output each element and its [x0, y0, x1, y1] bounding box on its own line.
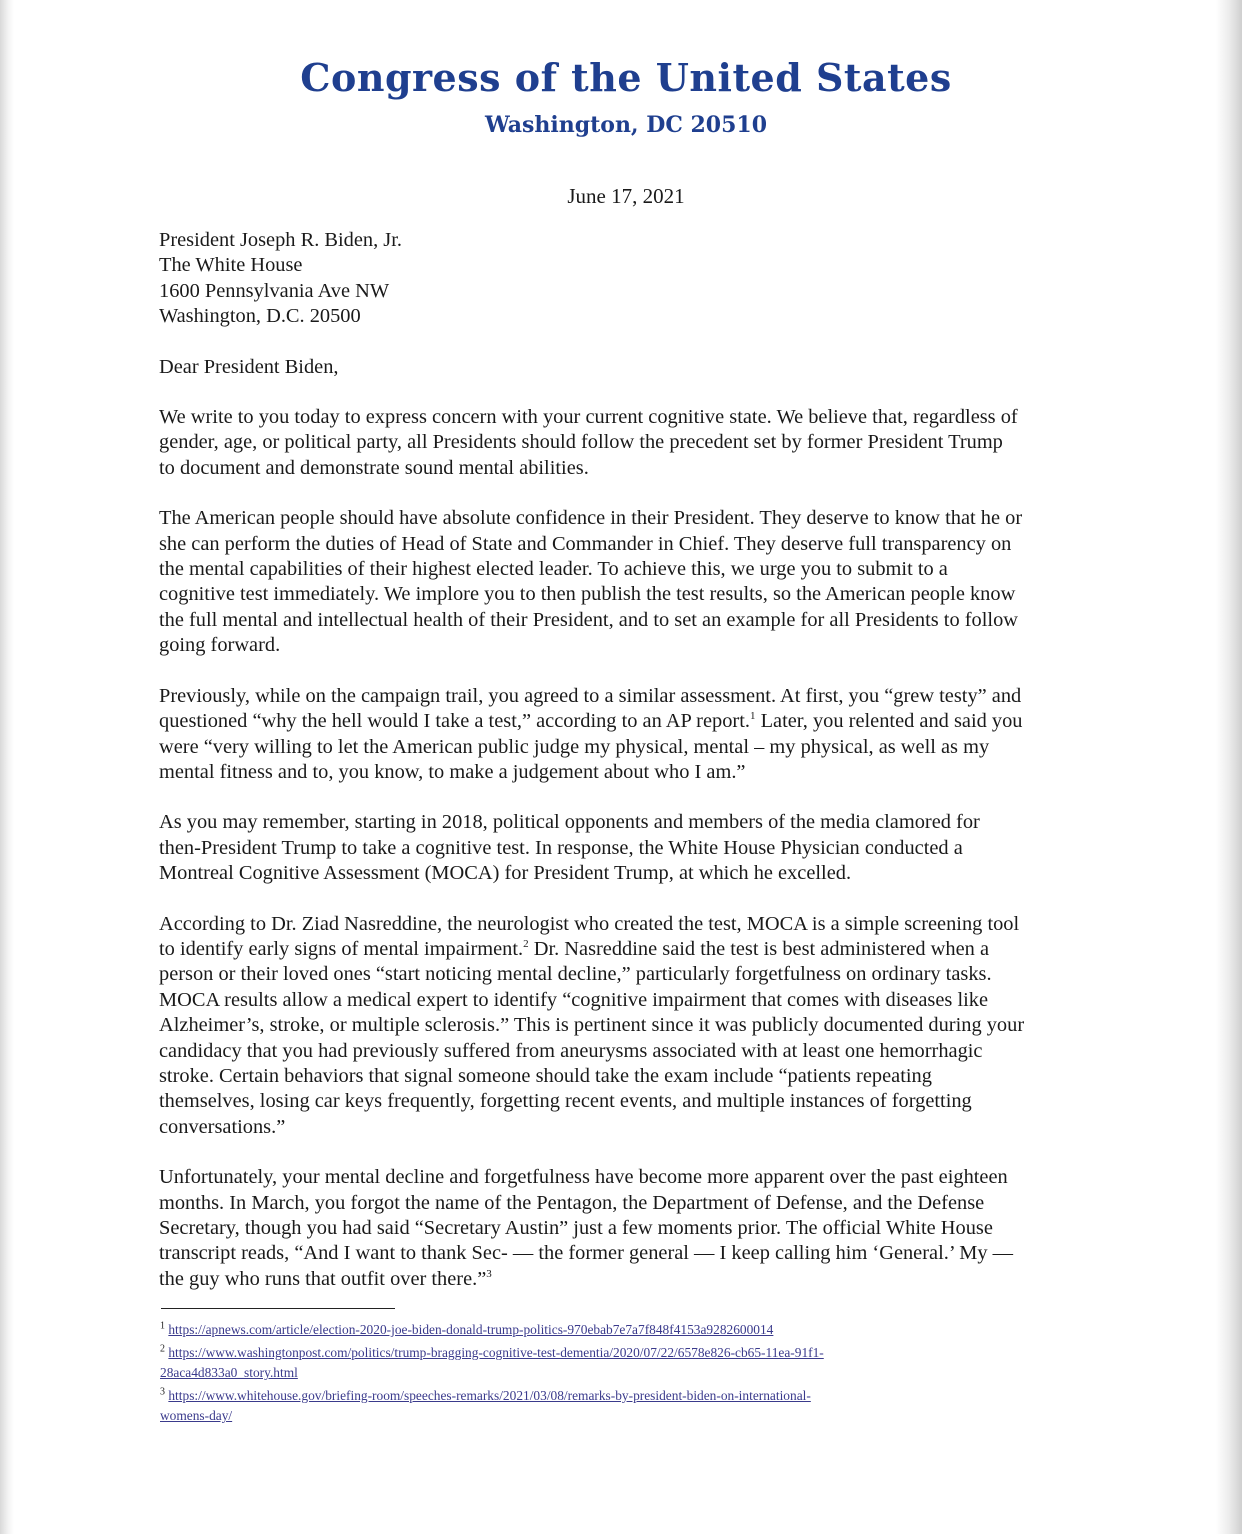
paragraph-line: person or their loved ones “start noticing mental decline,” particularly forgetfulness on ordinary tasks. [159, 963, 992, 986]
letter-date: June 17, 2021 [567, 184, 685, 208]
paragraph-4 [159, 810, 1119, 886]
address-line: 1600 Pennsylvania Ave NW [159, 279, 390, 302]
letterhead [0, 52, 1242, 140]
salutation: Dear President Biden, [159, 355, 339, 378]
footnote-2 [160, 1343, 1060, 1383]
paragraph-line: Alzheimer’s, stroke, or multiple sclerosis.” This is pertinent since it was publicly documented during your [159, 1014, 1025, 1037]
paragraph-line: stroke. Certain behaviors that signal someone should take the exam include “patients repeating [159, 1064, 932, 1087]
recipient-address [159, 228, 1119, 330]
paragraph-line: she can perform the duties of Head of State and Commander in Chief. They deserve full transparency on [159, 532, 1012, 555]
paragraph-6 [159, 1165, 1119, 1292]
line-text: Dr. Nasreddine said the test is best administered when a [528, 937, 989, 960]
footnote-link-continued[interactable]: 28aca4d833a0_story.html [160, 1365, 298, 1380]
footnote-3 [160, 1386, 1060, 1426]
footnote-link[interactable]: https://www.whitehouse.gov/briefing-room/speeches-remarks/2021/03/08/remarks-by-president-biden-on-international- [168, 1388, 811, 1403]
footnote-marker: 2 [523, 938, 529, 951]
paragraph-3 [159, 684, 1119, 786]
page-shadow-right [1216, 0, 1242, 1534]
paragraph-line: then-President Trump to take a cognitive test. In response, the White House Physician conducted a [159, 836, 963, 859]
paragraph-line: gender, age, or political party, all Presidents should follow the precedent set by former President Trump [159, 431, 1003, 454]
page-shadow-left [0, 0, 14, 1534]
paragraph-line: months. In March, you forgot the name of the Pentagon, the Department of Defense, and the Defense [159, 1191, 985, 1214]
line-text: questioned “why the hell would I take a test,” according to an AP report. [159, 710, 750, 733]
footnote-link[interactable]: https://apnews.com/article/election-2020-joe-biden-donald-trump-politics-970ebab7e7a7f848f4153a9282600014 [168, 1322, 774, 1337]
paragraph-line [159, 709, 1119, 734]
paragraph-line: mental fitness and to, you know, to make a judgement about who I am.” [159, 760, 746, 783]
paragraph-line: Montreal Cognitive Assessment (MOCA) for President Trump, at which he excelled. [159, 862, 852, 885]
address-line: Washington, D.C. 20500 [159, 305, 361, 328]
footnote-divider [161, 1308, 395, 1309]
footnote-number: 1 [160, 1320, 165, 1332]
paragraph-1 [159, 405, 1119, 481]
line-text: Later, you relented and said you [755, 710, 1023, 733]
footnote-link[interactable]: https://www.washingtonpost.com/politics/trump-bragging-cognitive-test-dementia/2020/07/22/6578e826-cb65-11ea-91f1- [168, 1345, 824, 1360]
footnote-number: 2 [160, 1343, 165, 1355]
paragraph-line: the full mental and intellectual health of their President, and to set an example for all Presidents to follow [159, 608, 1018, 631]
paragraph-line: As you may remember, starting in 2018, political opponents and members of the media clamored for [159, 811, 980, 834]
letterhead-subtitle: Washington, DC 20510 [484, 112, 768, 138]
letterhead-title: Congress of the United States [300, 55, 952, 100]
paragraph-line [159, 937, 1119, 962]
line-text: the guy who runs that outfit over there.” [159, 1267, 487, 1290]
address-line: The White House [159, 254, 303, 277]
paragraph-line: the mental capabilities of their highest elected leader. To achieve this, we urge you to submit to a [159, 558, 948, 581]
address-line: President Joseph R. Biden, Jr. [159, 229, 402, 251]
footnote-link-continued[interactable]: womens-day/ [160, 1408, 233, 1423]
paragraph-line: cognitive test immediately. We implore you to then publish the test results, so the American people know [159, 583, 1016, 606]
paragraph-line: candidacy that you had previously suffered from aneurysms associated with at least one hemorrhagic [159, 1039, 983, 1062]
footnotes [160, 1320, 1060, 1429]
footnote-number: 3 [160, 1386, 165, 1398]
footnote-marker: 3 [486, 1268, 492, 1281]
paragraph-line: Secretary, though you had said “Secretary Austin” just a few moments prior. The official White House [159, 1217, 993, 1239]
paragraph-5 [159, 912, 1119, 1141]
paragraph-line: MOCA results allow a medical expert to identify “cognitive impairment that comes with diseases like [159, 988, 989, 1011]
paragraph-line: Unfortunately, your mental decline and forgetfulness have become more apparent over the past eighteen [159, 1166, 1008, 1189]
footnote-marker: 1 [749, 710, 756, 723]
paragraph-2 [159, 506, 1119, 658]
paragraph-line: Previously, while on the campaign trail, you agreed to a similar assessment. At first, you “grew testy” and [159, 684, 1022, 707]
paragraph-line: going forward. [159, 634, 281, 657]
paragraph-line: transcript reads, “And I want to thank Sec- — the former general — I keep calling him ‘General.’ My — [159, 1242, 1014, 1265]
paragraph-line: were “very willing to let the American public judge my physical, mental – my physical, as well as my [159, 735, 990, 758]
paragraph-line: The American people should have absolute confidence in their President. They deserve to know that he or [159, 507, 1023, 530]
paragraph-line: We write to you today to express concern with your current cognitive state. We believe that, regardless of [159, 406, 1018, 429]
paragraph-line: to document and demonstrate sound mental abilities. [159, 456, 589, 479]
paragraph-line: themselves, losing car keys frequently, forgetting recent events, and multiple instances of forgetting [159, 1090, 972, 1113]
footnote-1 [160, 1320, 1060, 1340]
line-text: to identify early signs of mental impairment. [159, 937, 524, 960]
letter-body [159, 228, 1119, 1292]
paragraph-line: According to Dr. Ziad Nasreddine, the neurologist who created the test, MOCA is a simple screening tool [159, 912, 1020, 935]
paragraph-line [159, 1267, 1119, 1292]
paragraph-line: conversations.” [159, 1115, 286, 1138]
